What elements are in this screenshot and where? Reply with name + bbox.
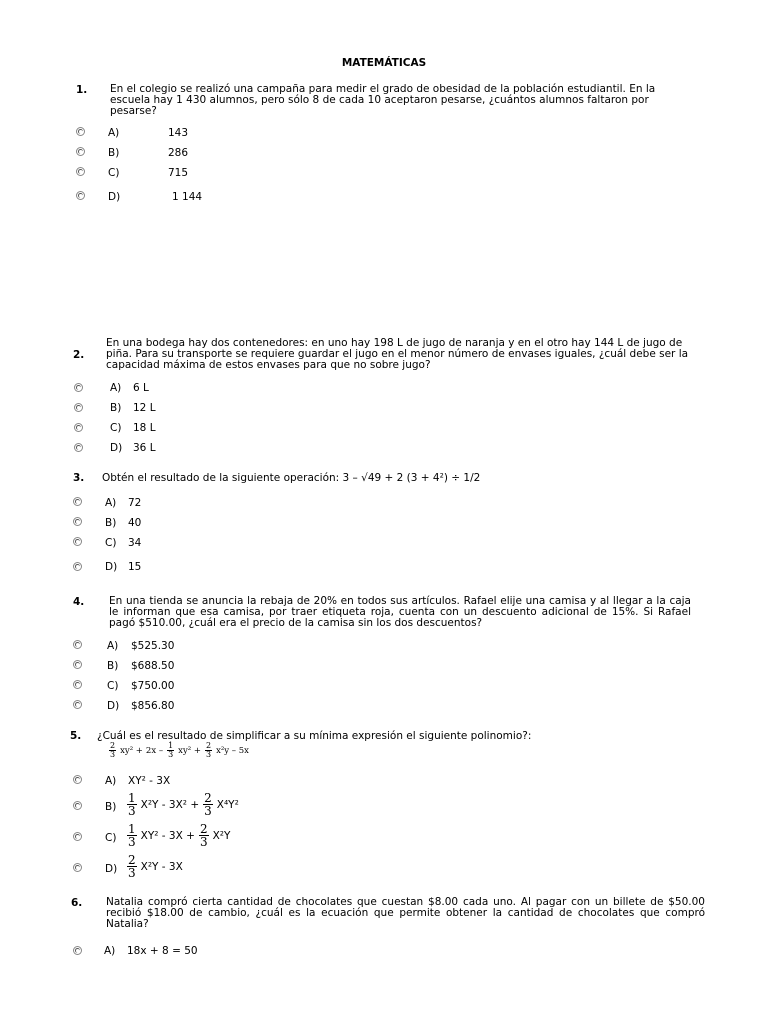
option-letter: D) (108, 191, 121, 203)
option-letter: C) (105, 832, 117, 844)
option-value: 12 L (133, 402, 156, 414)
radio-q1-c[interactable] (76, 167, 85, 176)
option-letter: D) (110, 442, 123, 454)
option-value: $688.50 (131, 660, 175, 672)
radio-q4-a[interactable] (73, 640, 82, 649)
question-1-text: En el colegio se realizó una campaña para medir el grado de obesidad de la población estudiantil. En la escuela hay 1 430 alumnos, pero sólo 8 de cada 10 aceptaron pesarse, ¿cuántos alumnos faltaron por pesarse? (110, 83, 656, 117)
term: xy² + (178, 745, 201, 756)
page-title: MATEMÁTICAS (341, 57, 427, 69)
option-value: $856.80 (131, 700, 175, 712)
numerator: 2 (128, 853, 136, 867)
radio-q3-b[interactable] (73, 517, 82, 526)
option-value: 143 (168, 127, 189, 139)
option-value: XY² - 3X (128, 775, 171, 787)
option-letter: B) (105, 801, 117, 813)
expression-part: XY² - 3X + (140, 829, 195, 842)
option-letter: B) (105, 517, 117, 529)
fraction (109, 742, 116, 759)
numerator: 2 (204, 791, 212, 805)
denominator: 3 (204, 804, 212, 818)
option-letter: C) (105, 537, 117, 549)
question-5-text: ¿Cuál es el resultado de simplificar a su mínima expresión el siguiente polinomio?: (97, 730, 532, 742)
option-letter: A) (108, 127, 120, 139)
option-letter: B) (110, 402, 122, 414)
option-value: 18x + 8 = 50 (127, 945, 198, 957)
fraction (127, 854, 137, 879)
radio-q3-a[interactable] (73, 497, 82, 506)
radio-q1-b[interactable] (76, 147, 85, 156)
fraction (203, 792, 213, 817)
option-d-expression (126, 854, 183, 879)
option-letter: B) (108, 147, 120, 159)
question-3-text: Obtén el resultado de la siguiente operación: 3 – √49 + 2 (3 + 4²) ÷ 1/2 (102, 472, 481, 484)
denominator: 3 (110, 750, 116, 759)
option-letter: C) (108, 167, 120, 179)
option-letter: C) (107, 680, 119, 692)
radio-q2-a[interactable] (74, 383, 83, 392)
radio-q4-b[interactable] (73, 660, 82, 669)
denominator: 3 (128, 866, 136, 880)
radio-q1-a[interactable] (76, 127, 85, 136)
option-letter: D) (107, 700, 120, 712)
option-value: 36 L (133, 442, 156, 454)
radio-q2-d[interactable] (74, 443, 83, 452)
numerator: 1 (168, 741, 174, 750)
radio-q3-d[interactable] (73, 562, 82, 571)
expression-part: X²Y (212, 829, 231, 842)
numerator: 2 (110, 741, 116, 750)
radio-q5-c[interactable] (73, 832, 82, 841)
term: 2x – (145, 745, 164, 756)
radio-q4-d[interactable] (73, 700, 82, 709)
option-letter: D) (105, 561, 118, 573)
question-4-number: 4. (73, 596, 85, 608)
radio-q1-d[interactable] (76, 191, 85, 200)
fraction (127, 823, 137, 848)
option-value: 40 (128, 517, 142, 529)
option-letter: A) (107, 640, 119, 652)
fraction (127, 792, 137, 817)
question-2-number: 2. (73, 349, 85, 361)
question-2-text: En una bodega hay dos contenedores: en uno hay 198 L de jugo de naranja y en el otro hay 144 L de jugo de piña. Para su transporte se requiere guardar el jugo en el menor número de envases iguales, ¿cuál debe ser la capacidad máxima de estos envases para que no sobre jugo? (106, 337, 689, 371)
option-value: 286 (168, 147, 189, 159)
question-3-number: 3. (73, 472, 85, 484)
denominator: 3 (168, 750, 174, 759)
term: xy² + (120, 745, 143, 756)
option-letter: A) (105, 775, 117, 787)
denominator: 3 (128, 835, 136, 849)
option-value: 15 (128, 561, 142, 573)
option-value: $525.30 (131, 640, 175, 652)
question-6-number: 6. (71, 897, 83, 909)
denominator: 3 (128, 804, 136, 818)
question-6-text: Natalia compró cierta cantidad de chocolates que cuestan $8.00 cada uno. Al pagar con un billete de $50.00 recibió $18.00 de cambio, ¿cuál es la ecuación que permite obtener la cantidad de chocolates que compró Natalia? (106, 896, 705, 930)
option-value: 34 (128, 537, 142, 549)
fraction (167, 742, 174, 759)
option-b-expression (126, 792, 239, 817)
denominator: 3 (199, 835, 208, 849)
numerator: 2 (206, 741, 212, 750)
option-letter: A) (105, 497, 117, 509)
radio-q4-c[interactable] (73, 680, 82, 689)
question-5-number: 5. (70, 730, 82, 742)
option-value: 18 L (133, 422, 156, 434)
option-value: 6 L (133, 382, 149, 394)
fraction (205, 742, 212, 759)
option-letter: A) (110, 382, 122, 394)
numerator: 1 (128, 822, 136, 836)
radio-q2-b[interactable] (74, 403, 83, 412)
term: x²y – 5x (216, 745, 249, 756)
option-value: $750.00 (131, 680, 175, 692)
option-letter: D) (105, 863, 118, 875)
radio-q5-d[interactable] (73, 863, 82, 872)
question-1-number: 1. (76, 84, 88, 96)
radio-q3-c[interactable] (73, 537, 82, 546)
denominator: 3 (206, 750, 212, 759)
option-letter: C) (110, 422, 122, 434)
option-letter: B) (107, 660, 119, 672)
numerator: 2 (199, 822, 208, 836)
question-4-text: En una tienda se anuncia la rebaja de 20% en todos sus artículos. Rafael elije una camisa y al llegar a la caja le informan que esa camisa, por traer etiqueta roja, cuenta con un descuento adicional de 15%. Si Rafael pagó $510.00, ¿cuál era el precio de la camisa sin los dos descuentos? (109, 595, 691, 629)
polynomial-expression (108, 742, 249, 759)
option-value: 1 144 (172, 191, 203, 203)
option-letter: A) (104, 945, 116, 957)
option-value: 715 (168, 167, 189, 179)
expression-part: X²Y - 3X (140, 860, 183, 873)
option-c-expression (126, 823, 230, 848)
option-value: 72 (128, 497, 142, 509)
expression-part: X⁴Y² (216, 798, 239, 811)
radio-q6-a[interactable] (73, 946, 82, 955)
numerator: 1 (128, 791, 136, 805)
radio-q5-b[interactable] (73, 801, 82, 810)
radio-q5-a[interactable] (73, 775, 82, 784)
fraction (199, 823, 209, 848)
expression-part: X²Y - 3X² + (140, 798, 200, 811)
radio-q2-c[interactable] (74, 423, 83, 432)
